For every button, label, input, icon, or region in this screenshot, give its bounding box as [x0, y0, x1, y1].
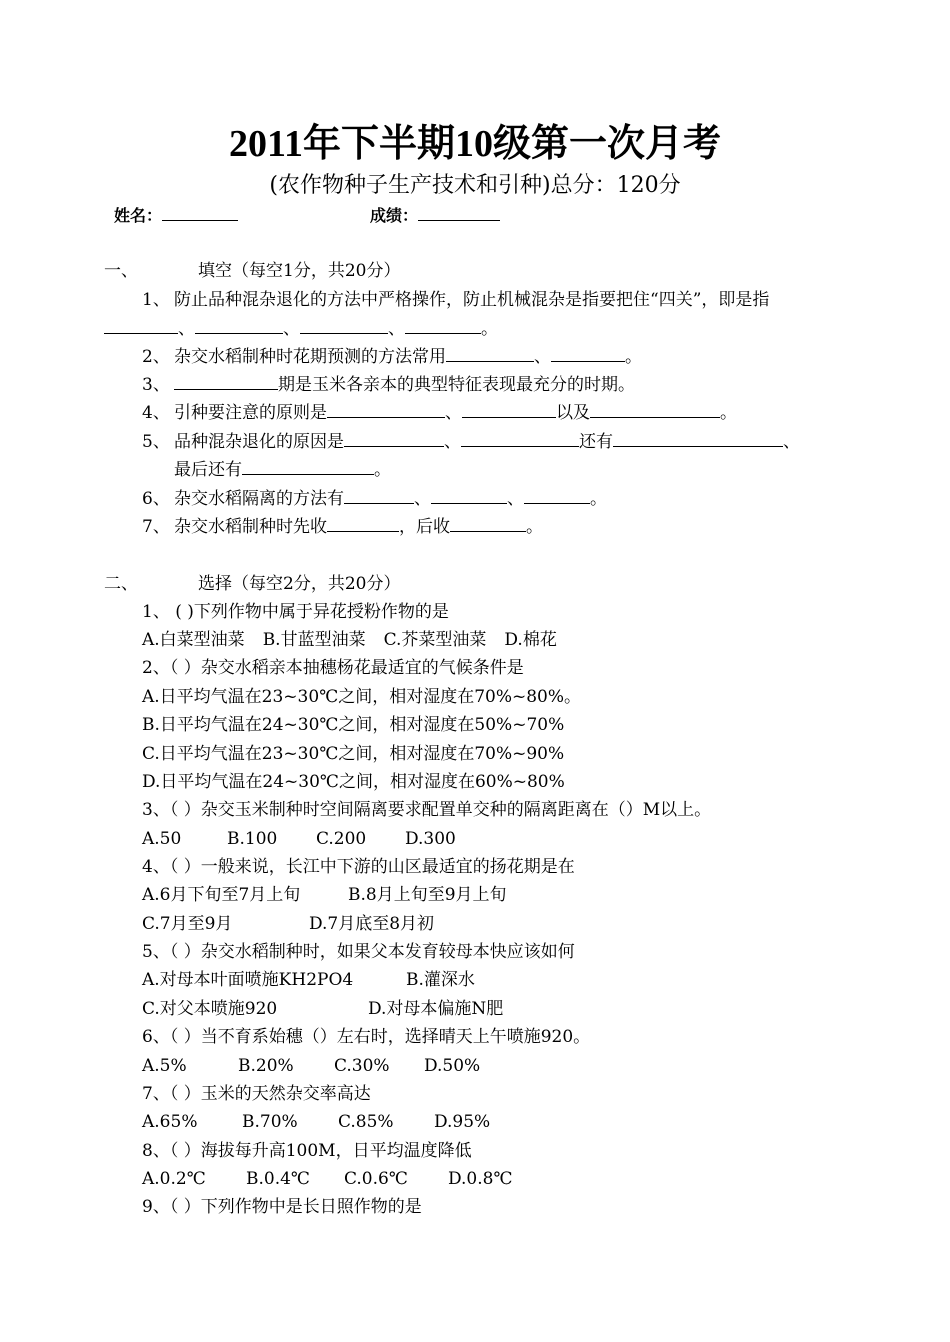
question-number: 2、: [142, 347, 170, 367]
s2-question-7: 7、（ ）玉米的天然杂交率高达: [142, 1084, 371, 1104]
separator: 、: [414, 489, 431, 509]
option-a[interactable]: A.日平均气温在23~30℃之间，相对湿度在70%~80%。: [142, 687, 582, 707]
question-number: 6、: [142, 489, 170, 509]
section2-heading: 选择（每空2分，共20分）: [198, 574, 401, 594]
s1-question-3: [142, 372, 635, 398]
question-text: 杂交水稻制种时花期预测的方法常用: [174, 347, 446, 367]
separator: 、: [534, 347, 551, 367]
answer-blank[interactable]: [174, 373, 278, 390]
separator: 、: [783, 432, 800, 452]
s2-question-8-options: [142, 1166, 512, 1192]
s2-question-6-options: [142, 1053, 480, 1079]
answer-blank[interactable]: [344, 487, 414, 504]
option-a[interactable]: A.50: [142, 829, 182, 849]
option-d[interactable]: D.棉花: [504, 630, 557, 650]
option-b[interactable]: B.日平均气温在24~30℃之间，相对湿度在50%~70%: [142, 715, 565, 735]
option-b[interactable]: B.70%: [242, 1112, 298, 1132]
option-a[interactable]: A.65%: [142, 1112, 198, 1132]
s1-question-6: [142, 486, 607, 512]
question-text: 引种要注意的原则是: [174, 403, 327, 423]
s1-question-1-blanks: [104, 316, 498, 342]
s2-question-3: 3、（ ）杂交玉米制种时空间隔离要求配置单交种的隔离距离在（）M以上。: [142, 800, 712, 820]
option-c[interactable]: C.日平均气温在23~30℃之间，相对湿度在70%~90%: [142, 744, 565, 764]
option-c[interactable]: C.7月至9月: [142, 914, 233, 934]
period: 。: [481, 319, 498, 339]
answer-blank[interactable]: [446, 345, 534, 362]
separator: 、: [445, 403, 462, 423]
s2-question-4-options-ab: [142, 882, 507, 908]
option-a[interactable]: A.白菜型油菜: [142, 630, 245, 650]
answer-blank[interactable]: [551, 345, 625, 362]
page-title: 2011年下半期10级第一次月考: [229, 123, 721, 165]
question-number: 4、: [142, 403, 170, 423]
s2-question-4-options-cd: [142, 911, 434, 937]
option-d[interactable]: D.7月底至8月初: [309, 914, 435, 934]
score-label: 成绩：: [370, 206, 419, 225]
option-c[interactable]: C.85%: [338, 1112, 394, 1132]
answer-blank[interactable]: [104, 317, 178, 334]
page-subtitle: (农作物种子生产技术和引种)总分：120分: [269, 173, 681, 198]
answer-blank[interactable]: [590, 401, 720, 418]
separator: 、: [388, 319, 405, 339]
question-text: 以及: [556, 403, 590, 423]
separator: 、: [444, 432, 461, 452]
name-label: 姓名：: [114, 206, 163, 225]
option-d[interactable]: D.0.8℃: [448, 1169, 513, 1189]
option-a[interactable]: A.0.2℃: [142, 1169, 206, 1189]
question-text: 杂交水稻制种时先收: [174, 517, 327, 537]
option-a[interactable]: A.5%: [142, 1056, 187, 1076]
question-text: 品种混杂退化的原因是: [174, 432, 344, 452]
option-d[interactable]: D.300: [405, 829, 456, 849]
s1-question-4: [142, 400, 737, 426]
period: 。: [720, 403, 737, 423]
question-number: 5、: [142, 432, 170, 452]
s2-question-9: 9、（ ）下列作物中是长日照作物的是: [142, 1197, 422, 1217]
option-c[interactable]: C.200: [316, 829, 367, 849]
separator: 、: [178, 319, 195, 339]
answer-blank[interactable]: [300, 317, 388, 334]
option-c[interactable]: C.0.6℃: [344, 1169, 408, 1189]
question-text: 期是玉米各亲本的典型特征表现最充分的时期。: [278, 375, 635, 395]
option-d[interactable]: D.95%: [434, 1112, 491, 1132]
answer-blank[interactable]: [431, 487, 507, 504]
answer-blank[interactable]: [344, 430, 444, 447]
s2-question-3-options: [142, 826, 456, 852]
name-blank[interactable]: [162, 204, 238, 221]
answer-blank[interactable]: [327, 401, 445, 418]
s2-question-1-options: [142, 627, 557, 653]
option-d[interactable]: D.50%: [424, 1056, 481, 1076]
answer-blank[interactable]: [461, 430, 579, 447]
option-b[interactable]: B.100: [227, 829, 278, 849]
s1-question-2: [142, 344, 642, 370]
separator: 、: [283, 319, 300, 339]
s2-question-8: 8、（ ）海拔每升高100M，日平均温度降低: [142, 1141, 472, 1161]
section1-number: 一、: [104, 261, 138, 281]
section1-header: [104, 258, 400, 284]
score-blank[interactable]: [418, 204, 500, 221]
answer-blank[interactable]: [195, 317, 283, 334]
question-number: 3、: [142, 375, 170, 395]
period: 。: [374, 460, 391, 480]
option-c[interactable]: C.芥菜型油菜: [383, 630, 487, 650]
s2-question-6: 6、（ ）当不育系始穗（）左右时，选择晴天上午喷施920。: [142, 1027, 591, 1047]
s1-question-1: [142, 287, 769, 313]
separator: 、: [507, 489, 524, 509]
s2-question-5: 5、（ ）杂交水稻制种时，如果父本发育较母本快应该如何: [142, 942, 575, 962]
s2-question-2: 2、（ ）杂交水稻亲本抽穗杨花最适宜的气候条件是: [142, 658, 524, 678]
question-number: 1、: [142, 290, 170, 310]
answer-blank[interactable]: [242, 458, 374, 475]
answer-blank[interactable]: [462, 401, 556, 418]
question-text: 杂交水稻隔离的方法有: [174, 489, 344, 509]
answer-blank[interactable]: [405, 317, 481, 334]
period: 。: [625, 347, 642, 367]
answer-blank[interactable]: [327, 515, 399, 532]
option-a[interactable]: A.6月下旬至7月上旬: [142, 885, 301, 905]
period: 。: [590, 489, 607, 509]
option-b[interactable]: B.甘蓝型油菜: [262, 630, 366, 650]
s1-question-5: [142, 429, 800, 455]
section1-heading: 填空（每空1分，共20分）: [198, 261, 401, 281]
option-d[interactable]: D.日平均气温在24~30℃之间，相对湿度在60%~80%: [142, 772, 565, 792]
section2-number: 二、: [104, 574, 138, 594]
s2-question-4: 4、（ ）一般来说，长江中下游的山区最适宜的扬花期是在: [142, 857, 575, 877]
question-text: 防止品种混杂退化的方法中严格操作，防止机械混杂是指要把住“四关”，即是指: [174, 290, 770, 310]
question-text: 还有: [579, 432, 613, 452]
period: 。: [526, 517, 543, 537]
s2-question-1: 1、 ( )下列作物中属于异花授粉作物的是: [142, 602, 449, 622]
option-d[interactable]: D.对母本偏施N肥: [368, 999, 504, 1019]
option-c[interactable]: C.30%: [334, 1056, 390, 1076]
option-b[interactable]: B.灌深水: [406, 970, 475, 990]
option-b[interactable]: B.0.4℃: [246, 1169, 310, 1189]
answer-blank[interactable]: [613, 430, 783, 447]
s2-question-7-options: [142, 1109, 490, 1135]
answer-blank[interactable]: [450, 515, 526, 532]
s1-question-7: [142, 514, 543, 540]
option-b[interactable]: B.20%: [238, 1056, 294, 1076]
question-text: 最后还有: [174, 460, 242, 480]
s2-question-5-options-ab: [142, 967, 475, 993]
s2-question-5-options-cd: [142, 996, 503, 1022]
option-a[interactable]: A.对母本叶面喷施KH2PO4: [142, 970, 354, 990]
question-number: 7、: [142, 517, 170, 537]
student-info-line: [114, 204, 419, 228]
answer-blank[interactable]: [524, 487, 590, 504]
option-b[interactable]: B.8月上旬至9月上旬: [348, 885, 507, 905]
question-text: ，后收: [399, 517, 450, 537]
section2-header: [104, 571, 400, 597]
option-c[interactable]: C.对父本喷施920: [142, 999, 278, 1019]
s1-question-5-cont: [174, 457, 391, 483]
